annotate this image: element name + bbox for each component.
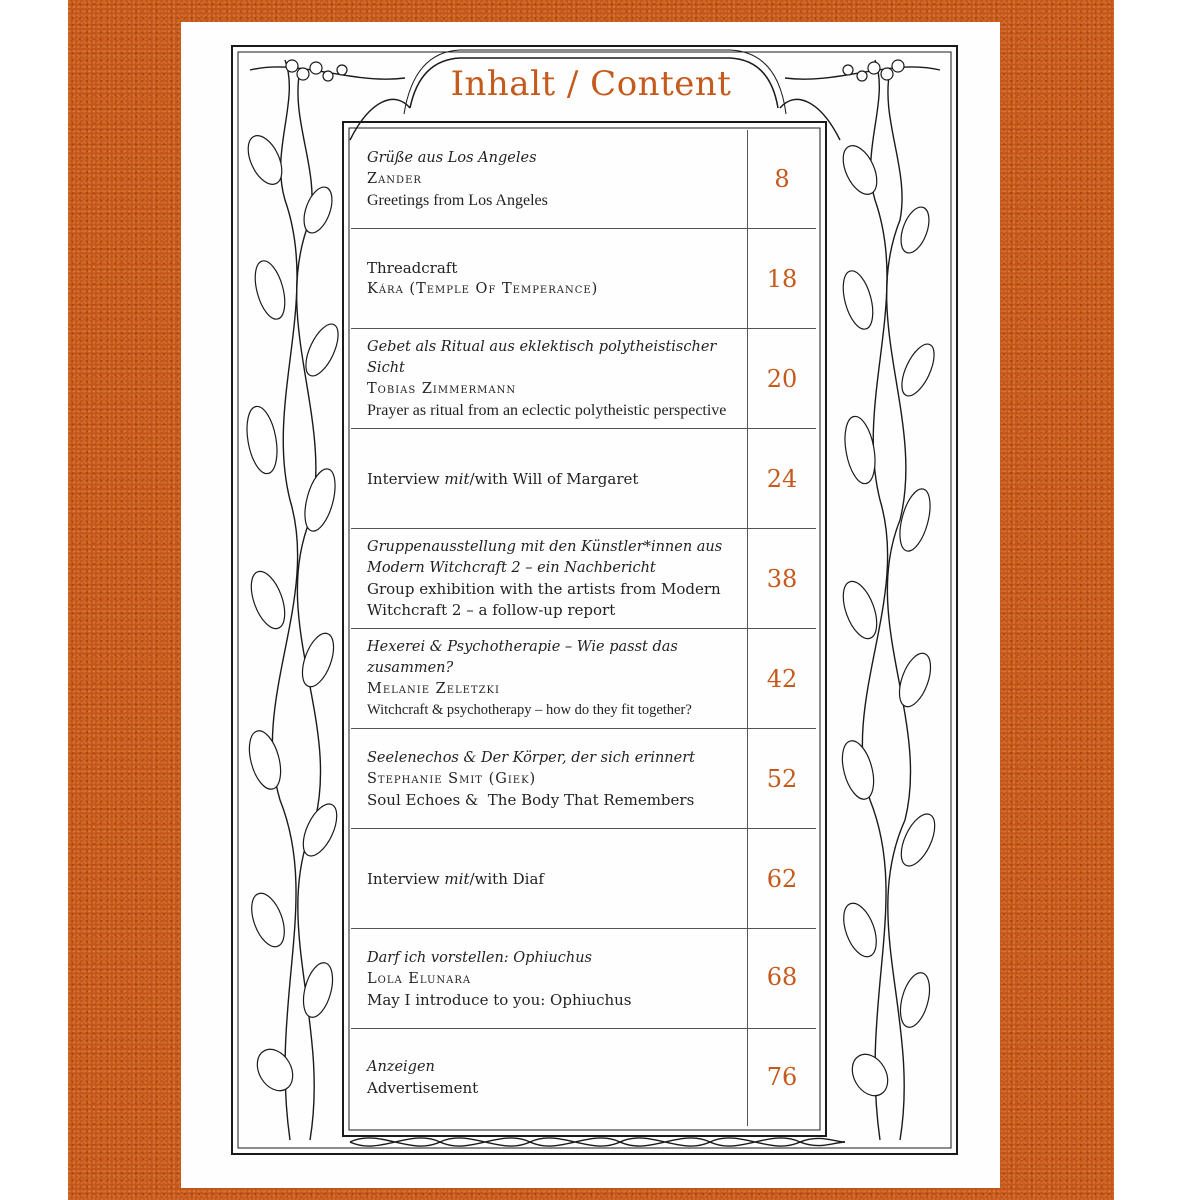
toc-row [351,1030,816,1126]
entry-title-german: Seelenechos & Der Körper, der sich erinnert [367,749,695,766]
page-title: Inhalt / Content [450,64,732,104]
page-number: 8 [774,165,790,193]
page-number: 62 [766,865,798,893]
entry-author: Zander [367,170,422,187]
entry-title-english: Advertisement [367,1079,479,1097]
entry-text [367,330,747,428]
entry-text [367,1030,747,1126]
entry-title: Threadcraft [367,259,458,277]
entry-author: Melanie Zeletzki [367,681,500,697]
toc-row [351,330,816,429]
toc-row [351,530,816,629]
entry-text [367,930,747,1028]
entry-author: Kára (Temple Of Temperance) [367,281,599,297]
page-number: 76 [766,1063,798,1091]
entry-text [367,430,747,528]
entry-author: Lola Elunara [367,970,472,987]
entry-title-german: Gebet als Ritual aus eklektisch polytheistischer Sicht [367,339,717,376]
toc-row [351,930,816,1029]
page-number: 20 [766,365,798,393]
toc-row [351,430,816,529]
toc-row [351,630,816,729]
entry-title-english: May I introduce to you: Ophiuchus [367,990,632,1009]
entry-title-english: Soul Echoes & The Body That Remembers [367,790,695,809]
page-number: 68 [766,963,798,991]
entry-text [367,730,747,828]
toc-row [351,230,816,329]
entry-title-italic-part: mit [444,469,470,488]
entry-title-part: /with Diaf [469,869,544,888]
page-number: 52 [766,765,798,793]
entry-title-german: Grüße aus Los Angeles [367,149,537,166]
entry-title [367,469,747,490]
entry-title-italic-part: mit [444,869,470,888]
toc-row [351,830,816,929]
entry-title-english: Group exhibition with the artists from Modern [367,580,721,598]
page-number: 38 [766,565,798,593]
entry-title-english-line2: Witchcraft 2 – a follow-up report [367,601,616,619]
entry-title-english: Witchcraft & psychotherapy – how do they fit together? [367,702,692,718]
entry-title-english: Greetings from Los Angeles [367,191,548,209]
entry-text [367,830,747,928]
entry-title-part: Interview [367,869,445,888]
entry-text [367,630,747,728]
entry-author: Tobias Zimmermann [367,381,517,397]
entry-text [367,230,747,328]
entry-title-german: Gruppenausstellung mit den Künstler*innen aus [367,539,723,555]
entry-title-german: Hexerei & Psychotherapie – Wie passt das zusammen? [367,639,678,676]
entry-title-english: Prayer as ritual from an eclectic polytheistic perspective [367,402,727,419]
entry-text [367,130,747,228]
entry-title-german-line2: Modern Witchcraft 2 – ein Nachbericht [367,560,656,576]
entry-title-part: /with Will of Margaret [469,469,639,488]
entry-title-part: Interview [367,469,445,488]
table-of-contents [351,130,816,1126]
entry-title-german: Darf ich vorstellen: Ophiuchus [367,949,592,966]
entry-title-german: Anzeigen [367,1059,435,1075]
page-number: 42 [766,665,798,693]
toc-row [351,730,816,829]
page-number: 24 [766,465,798,493]
toc-row [351,130,816,229]
page-number: 18 [766,265,798,293]
entry-title [367,869,747,890]
entry-text [367,530,747,628]
entry-author: Stephanie Smit (Giek) [367,770,537,787]
